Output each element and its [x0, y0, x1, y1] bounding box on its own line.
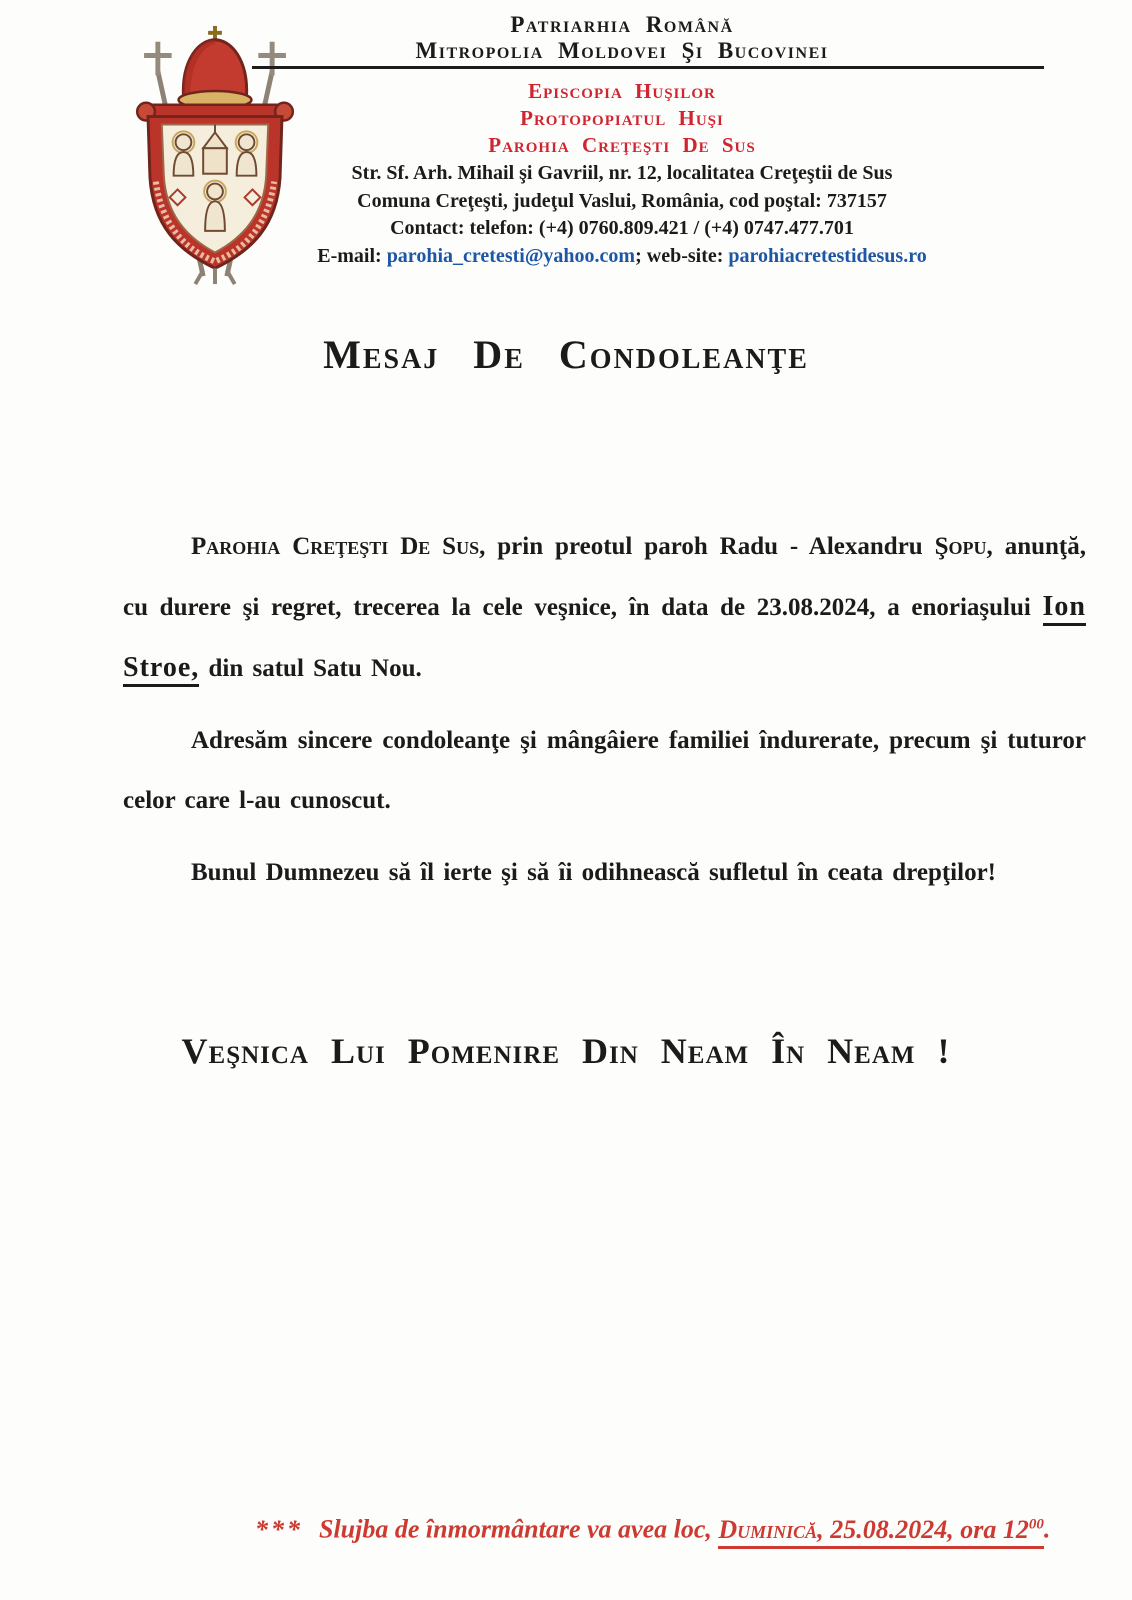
email-label: E-mail:: [317, 244, 382, 267]
priest-surname: Şopu: [934, 533, 987, 560]
page-title: Mesaj De Condoleanţe: [323, 332, 809, 377]
website-label: web-site:: [646, 244, 724, 267]
paragraph-prayer: Bunul Dumnezeu să îl ierte şi să îi odihnească sufletul în ceata drepţilor!: [191, 859, 996, 886]
separator: ;: [635, 244, 642, 267]
tassels-icon: [195, 268, 234, 284]
letterhead: [162, 12, 1082, 270]
funeral-notice: [255, 1502, 1050, 1552]
paragraph-text: din satul Satu Nou.: [199, 655, 422, 682]
memorial-line: Veşnica Lui Pomenire Din Neam În Neam !: [181, 1031, 951, 1071]
email-link[interactable]: parohia_cretesti@yahoo.com: [386, 244, 636, 267]
paragraph-text: , prin preotul paroh Radu - Alexandru: [479, 533, 935, 560]
parish-line: Parohia Creţeşti De Sus: [488, 133, 756, 157]
deceased-name: Ion Stroe,: [123, 591, 1086, 687]
metropolis-line: Mitropolia Moldovei Şi Bucovinei: [415, 38, 829, 63]
stars: ***: [255, 1514, 303, 1544]
funeral-day: Duminică: [718, 1514, 818, 1544]
letter-body: [123, 517, 1086, 915]
contact-line: Contact: telefon: (+4) 0760.809.421 / (+4) 0747.477.701: [390, 217, 854, 239]
address-line-2: Comuna Creţeşti, judeţul Vaslui, România, cod poştal: 737157: [357, 189, 887, 212]
deanery-line: Protopopiatul Huşi: [520, 106, 724, 130]
funeral-datetime: [718, 1515, 1043, 1549]
website-link[interactable]: parohiacretestidesus.ro: [728, 244, 927, 267]
paragraph-condolences: Adresăm sincere condoleanţe şi mângâiere familiei îndurerate, precum şi tuturor celor care l-au cunoscut.: [123, 727, 1086, 814]
funeral-text: Slujba de înmormântare va avea loc,: [319, 1514, 719, 1544]
diocese-line: Episcopia Huşilor: [528, 79, 716, 103]
funeral-hour-superscript: 00: [1028, 1516, 1044, 1532]
address-block: [162, 160, 1082, 270]
funeral-date: , 25.08.2024, ora 12: [817, 1514, 1029, 1544]
paragraph-text: , anunţă, cu durere şi regret, trecerea la cele veşnice, în data de 23.08.2024, a enoriaşului: [123, 533, 1087, 621]
parish-name: Parohia Creţeşti De Sus: [191, 533, 480, 560]
period: .: [1043, 1514, 1051, 1544]
email-website-line: [162, 243, 1082, 271]
paragraph-announcement: [123, 517, 1086, 699]
patriarchate-line: Patriarhia Română: [510, 12, 734, 37]
church-hierarchy-block: [162, 78, 1082, 159]
address-line-1: Str. Sf. Arh. Mihail şi Gavriil, nr. 12, localitatea Creţeştii de Sus: [351, 162, 893, 184]
